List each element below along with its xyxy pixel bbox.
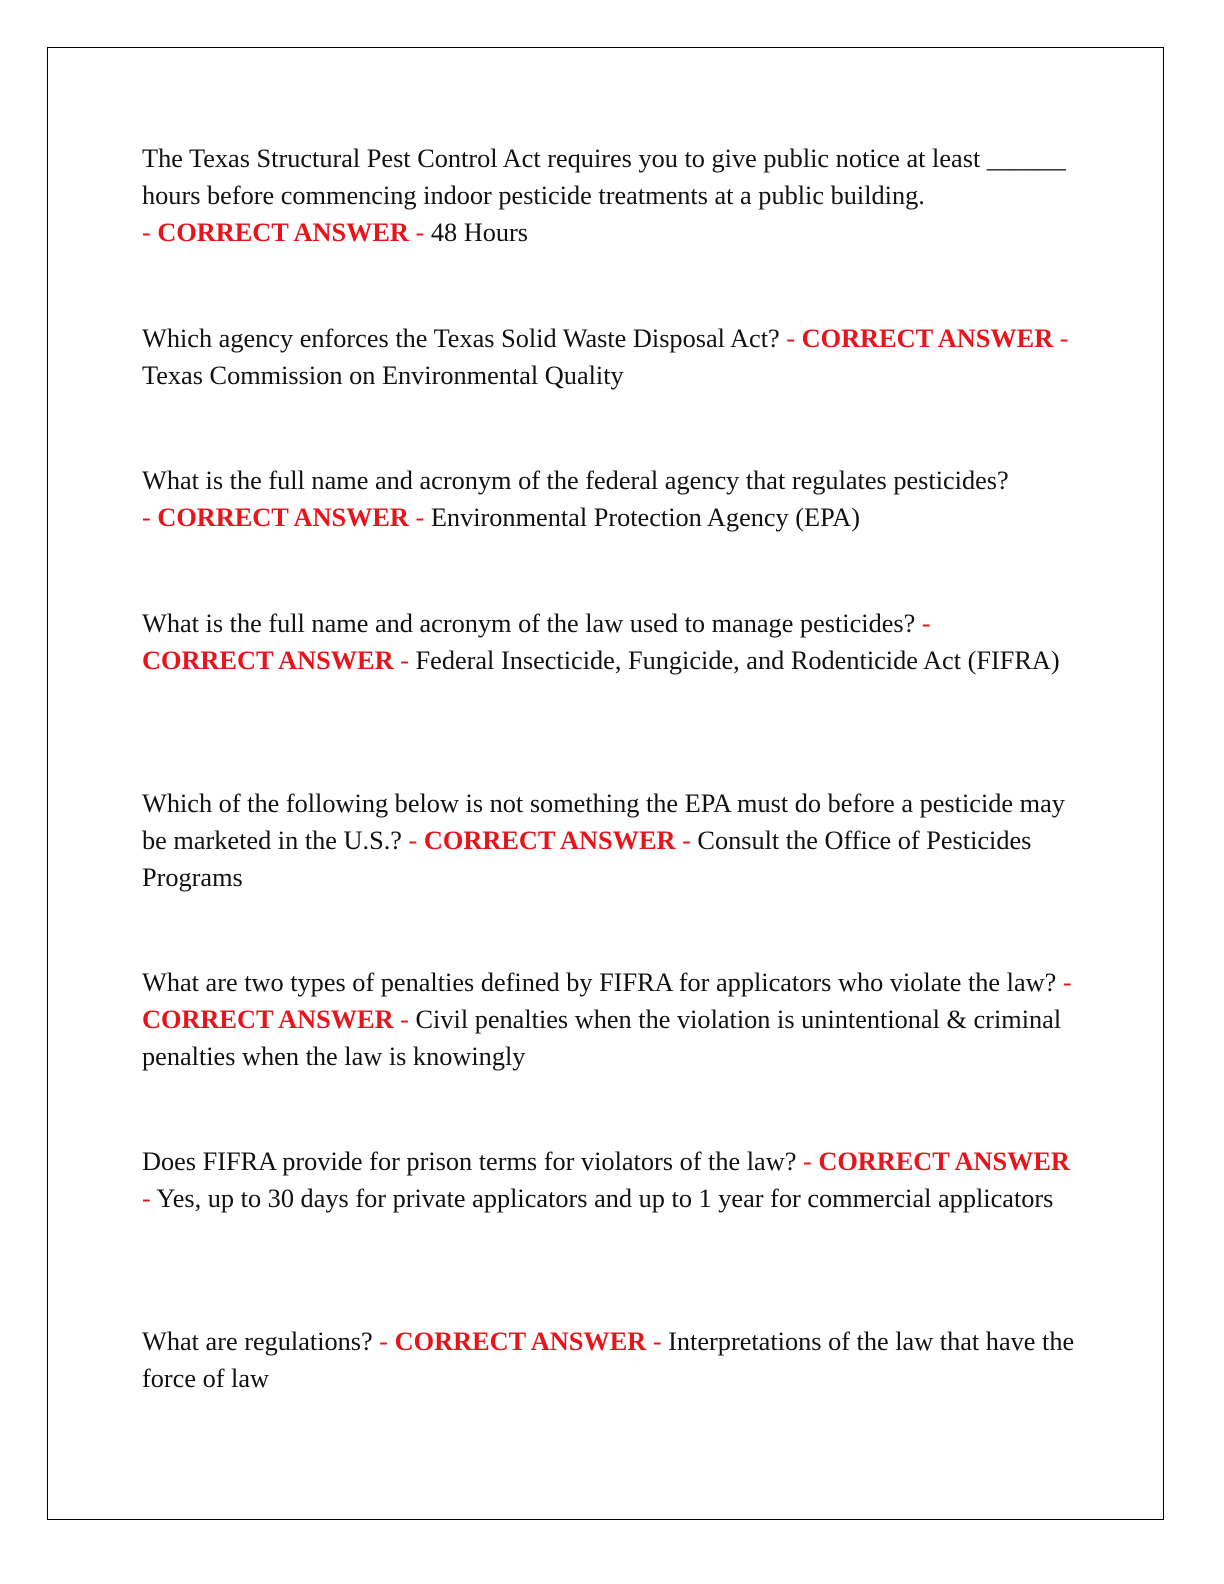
answer-marker: CORRECT ANSWER bbox=[142, 1005, 394, 1034]
separator-dash: - bbox=[142, 218, 151, 247]
answer-text: Texas Commission on Environmental Quality bbox=[142, 361, 624, 390]
answer-marker: CORRECT ANSWER bbox=[157, 503, 409, 532]
separator-dash: - bbox=[802, 1147, 812, 1176]
separator-dash: - bbox=[400, 1005, 409, 1034]
answer-text: Consult the Office of Pesticides Programs bbox=[142, 826, 1032, 892]
answer-text: Civil penalties when the violation is unintentional & criminal penalties when the law is knowingly bbox=[142, 1005, 1062, 1071]
qa-item-6 bbox=[142, 964, 1082, 1075]
question-text: Does FIFRA provide for prison terms for violators of the law? bbox=[142, 1147, 797, 1176]
separator-dash: - bbox=[682, 826, 691, 855]
answer-marker: CORRECT ANSWER bbox=[142, 646, 394, 675]
question-text: The Texas Structural Pest Control Act requires you to give public notice at least ______ hours before commencing indoor pesticide treatments at a public building. bbox=[142, 144, 1066, 210]
qa-item-7 bbox=[142, 1143, 1082, 1217]
qa-item-5 bbox=[142, 785, 1082, 896]
question-text: What is the full name and acronym of the law used to manage pesticides? bbox=[142, 609, 916, 638]
question-text: What are two types of penalties defined by FIFRA for applicators who violate the law? bbox=[142, 968, 1057, 997]
separator-dash: - bbox=[408, 826, 418, 855]
answer-marker: CORRECT ANSWER bbox=[801, 324, 1054, 353]
qa-item-3 bbox=[142, 462, 1082, 536]
question-text: What are regulations? bbox=[142, 1327, 373, 1356]
answer-marker: CORRECT ANSWER bbox=[423, 826, 676, 855]
answer-marker: CORRECT ANSWER bbox=[157, 218, 409, 247]
separator-dash: - bbox=[142, 503, 151, 532]
page-border bbox=[47, 47, 1164, 1520]
separator-dash: - bbox=[786, 324, 796, 353]
separator-dash: - bbox=[142, 1184, 151, 1213]
answer-text: Yes, up to 30 days for private applicators and up to 1 year for commercial applicators bbox=[156, 1184, 1054, 1213]
answer-text: Environmental Protection Agency (EPA) bbox=[430, 503, 861, 532]
separator-dash: - bbox=[921, 609, 931, 638]
answer-text: Federal Insecticide, Fungicide, and Rodenticide Act (FIFRA) bbox=[415, 646, 1060, 675]
qa-item-4 bbox=[142, 605, 1082, 679]
answer-text: Interpretations of the law that have the force of law bbox=[142, 1327, 1075, 1393]
qa-item-8 bbox=[142, 1323, 1082, 1397]
separator-dash: - bbox=[1062, 968, 1072, 997]
separator-dash: - bbox=[379, 1327, 389, 1356]
answer-marker: CORRECT ANSWER bbox=[818, 1147, 1070, 1176]
separator-dash: - bbox=[415, 503, 425, 532]
separator-dash: - bbox=[415, 218, 425, 247]
question-text: Which agency enforces the Texas Solid Waste Disposal Act? bbox=[142, 324, 780, 353]
separator-dash: - bbox=[652, 1327, 662, 1356]
separator-dash: - bbox=[400, 646, 409, 675]
question-text: Which of the following below is not something the EPA must do before a pesticide may be marketed in the U.S.? bbox=[142, 789, 1065, 855]
qa-item-1 bbox=[142, 140, 1082, 251]
answer-marker: CORRECT ANSWER bbox=[394, 1327, 647, 1356]
separator-dash: - bbox=[1059, 324, 1069, 353]
qa-item-2 bbox=[142, 320, 1082, 394]
question-text: What is the full name and acronym of the federal agency that regulates pesticides? bbox=[142, 466, 1009, 495]
answer-text: 48 Hours bbox=[430, 218, 529, 247]
